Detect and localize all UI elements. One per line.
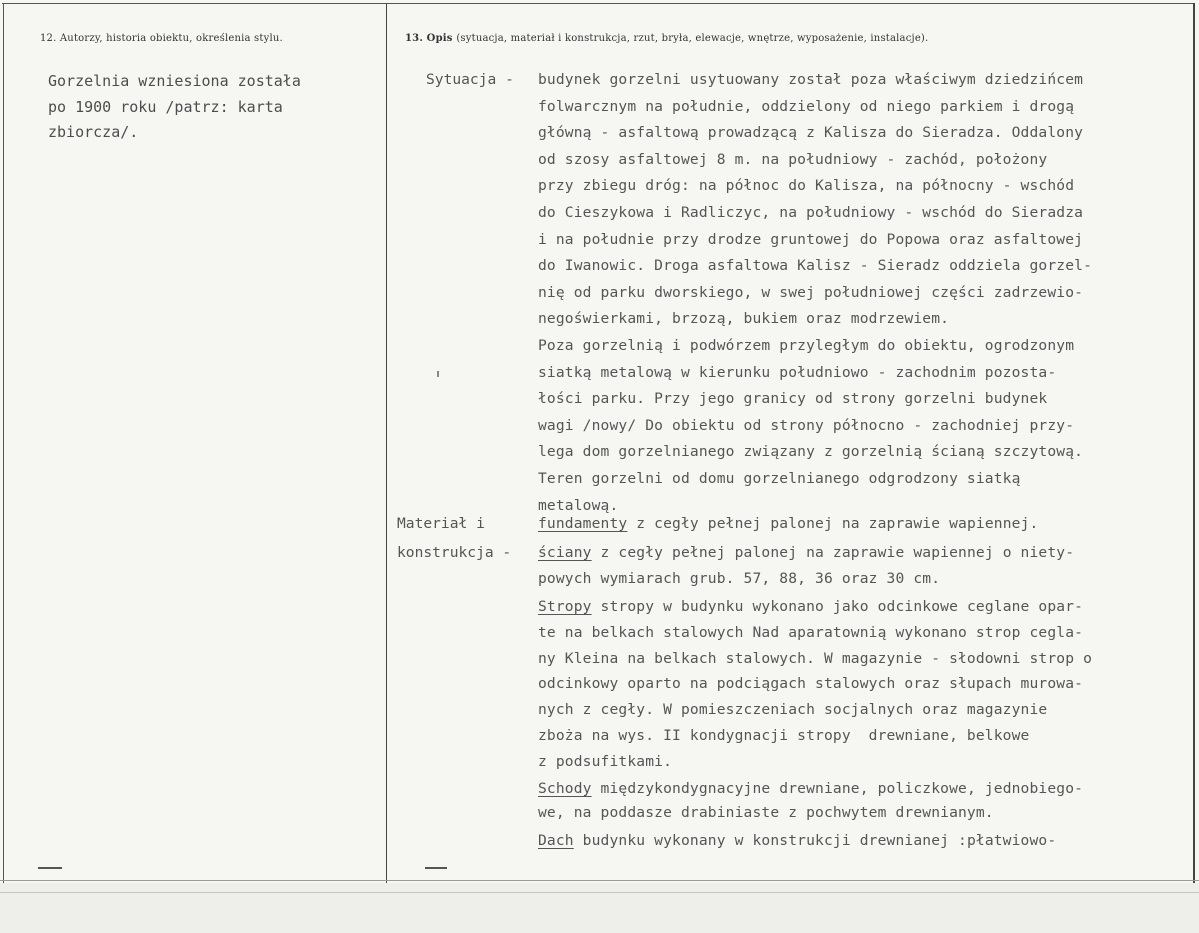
- bottom-dash-left: [38, 867, 62, 869]
- dach-label: Dach: [538, 832, 574, 849]
- description-line: łości parku. Przy jego granicy od strony gorzelni budynek: [538, 390, 1048, 408]
- section-13-header-bold: 13. Opis: [405, 33, 453, 44]
- stropy-text: stropy w budynku wykonano jako odcinkowe ceglane opar-: [591, 598, 1084, 615]
- sciany-row: [538, 544, 1074, 561]
- description-line: od szosy asfaltowej 8 m. na południowy - zachód, położony: [538, 150, 1048, 168]
- sciany-cont-line: powych wymiarach grub. 57, 88, 36 oraz 30 cm.: [538, 570, 941, 587]
- description-line: Poza gorzelnią i podwórzem przyległym do obiektu, ogrodzonym: [538, 337, 1075, 354]
- description-line: wagi /nowy/ Do obiektu od strony północno - zachodniej przy-: [538, 416, 1075, 434]
- scan-edge-line-2: [0, 892, 1199, 893]
- section-12-header: 12. Autorzy, historia obiektu, określenia stylu.: [40, 33, 283, 44]
- dach-row: [538, 832, 1056, 849]
- stropy-line-1: te na belkach stalowych Nad aparatownią wykonano strop cegla-: [538, 624, 1084, 641]
- stropy-line-2: ny Kleina na belkach stalowych. W magazynie - słodowni strop o: [538, 650, 1093, 667]
- fundamenty-text: z cegły pełnej palonej na zaprawie wapiennej.: [627, 515, 1039, 532]
- section-13-header-rest: (sytuacja, materiał i konstrukcja, rzut, bryła, elewacje, wnętrze, wyposażenie, instalacje).: [456, 33, 929, 44]
- fundamenty-label: fundamenty: [538, 515, 628, 532]
- frame-top-line: [2, 3, 1195, 4]
- scan-bottom-band: [0, 883, 1199, 933]
- fundamenty-row: [538, 515, 1038, 532]
- authors-history-text: Gorzelnia wzniesiona została po 1900 roku /patrz: karta zbiorcza/.: [48, 72, 301, 141]
- sciany-text: z cegły pełnej palonej na zaprawie wapiennej o niety-: [591, 544, 1075, 561]
- stropy-label: Stropy: [538, 598, 592, 615]
- label-material: Materiał i: [397, 515, 485, 532]
- description-line: folwarcznym na południe, oddzielony od niego parkiem i drogą: [538, 97, 1075, 115]
- description-line: budynek gorzelni usytuowany został poza właściwym dziedzińcem: [538, 71, 1084, 88]
- stropy-line-4: nych z cegły. W pomieszczeniach socjalnych oraz magazynie: [538, 701, 1048, 718]
- stropy-line-6: z podsufitkami.: [538, 753, 673, 770]
- frame-left-line: [3, 3, 4, 883]
- description-line: główną - asfaltową prowadzącą z Kalisza do Sieradza. Oddalony: [538, 124, 1084, 142]
- description-line: do Cieszykowa i Radliczyc, na południowy - wschód do Sieradza: [538, 204, 1084, 221]
- description-line: negoświerkami, brzozą, bukiem oraz modrzewiem.: [538, 310, 950, 328]
- schody-line-1: we, na poddasze drabiniaste z pochwytem drewnianym.: [538, 804, 994, 821]
- label-sytuacja: Sytuacja -: [426, 71, 514, 88]
- description-line: i na południe przy drodze gruntowej do Popowa oraz asfaltowej: [538, 230, 1084, 248]
- description-line: metalową.: [538, 496, 619, 514]
- scan-speck: [437, 371, 439, 377]
- description-line: Teren gorzelni od domu gorzelnianego odgrodzony siatką: [538, 470, 1021, 487]
- scan-edge-line: [0, 880, 1199, 881]
- description-line: do Iwanowic. Droga asfaltowa Kalisz - Sieradz oddziela gorzel-: [538, 257, 1093, 275]
- description-line: siatką metalową w kierunku południowo - zachodnim pozosta-: [538, 363, 1057, 381]
- label-konstrukcja: konstrukcja -: [397, 544, 512, 561]
- stropy-line-5: zboża na wys. II kondygnacji stropy drewniane, belkowe: [538, 727, 1030, 744]
- schody-row: [538, 780, 1083, 797]
- schody-label: Schody: [538, 780, 592, 797]
- description-line: przy zbiegu dróg: na północ do Kalisza, na północny - wschód: [538, 177, 1075, 195]
- dach-text: budynku wykonany w konstrukcji drewnianej :płatwiowo-: [573, 832, 1057, 849]
- description-line: nię od parku dworskiego, w swej południowej części zadrzewio-: [538, 283, 1084, 301]
- stropy-line-3: odcinkowy oparto na podciągach stalowych oraz słupach murowa-: [538, 675, 1084, 692]
- sciany-label: ściany: [538, 544, 592, 561]
- schody-text: międzykondygnacyjne drewniane, policzkowe, jednobiego-: [591, 780, 1084, 797]
- stropy-row: [538, 598, 1083, 615]
- section-13-header: [405, 33, 928, 44]
- column-divider: [386, 3, 387, 883]
- frame-right-line: [1193, 3, 1195, 883]
- description-line: lega dom gorzelnianego związany z gorzelnią ścianą szczytową.: [538, 443, 1084, 461]
- bottom-dash-right: [425, 867, 447, 869]
